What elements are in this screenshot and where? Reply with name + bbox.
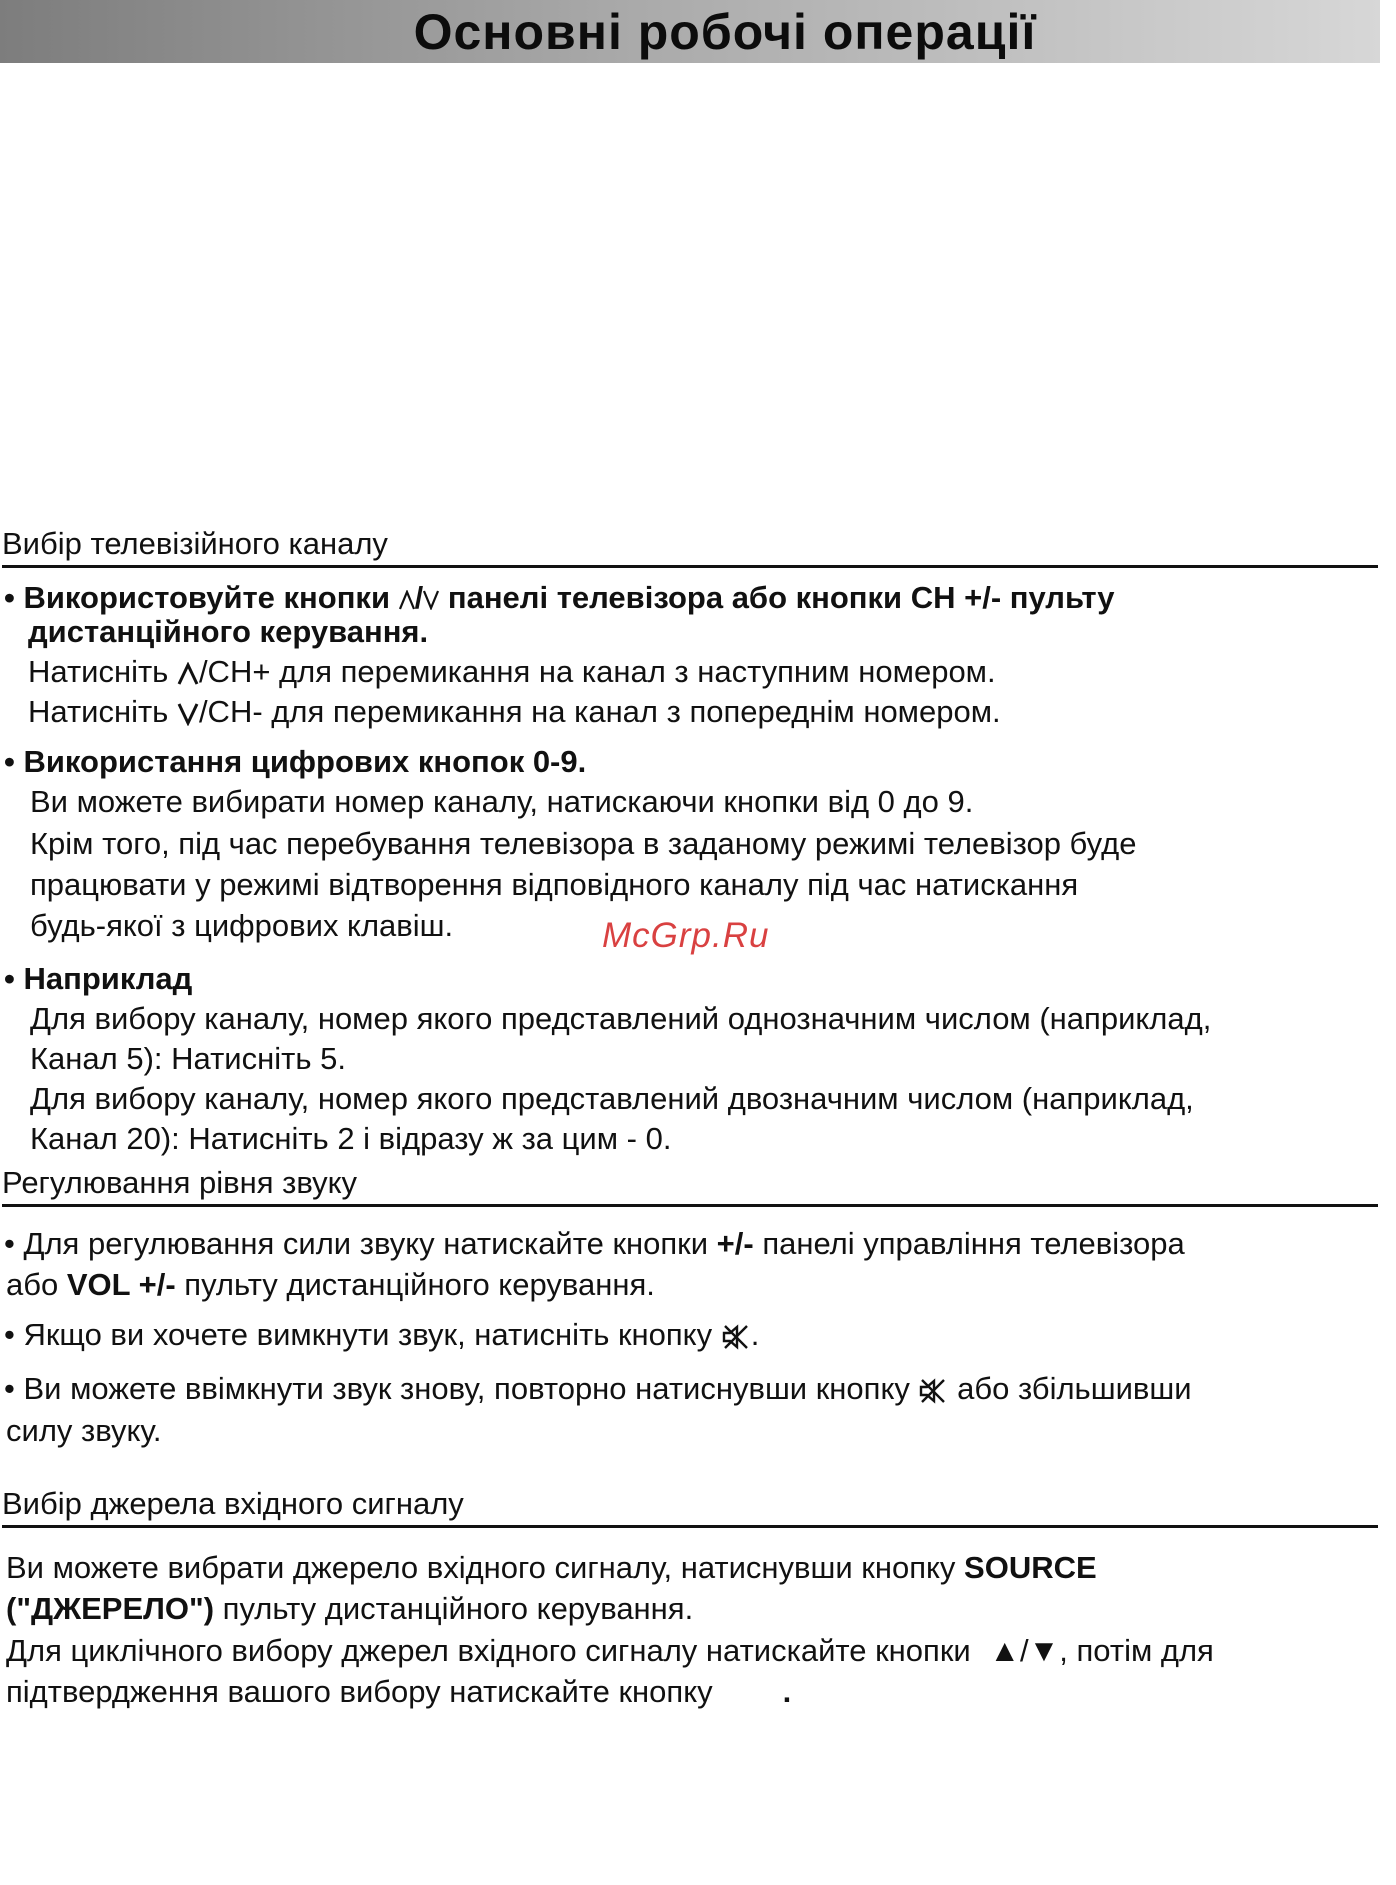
volume-bullet-3: • Ви можете ввімкнути звук знову, повторно натиснувши кнопку або збільшивши xyxy=(4,1371,1192,1406)
source-text-1: Ви можете вибрати джерело вхідного сигналу, натиснувши кнопку SOURCE xyxy=(6,1550,1097,1585)
volume-bullet-3-cont: силу звуку. xyxy=(6,1413,162,1448)
volume-bullet-1: • Для регулювання сили звуку натискайте кнопки +/- панелі управління телевізора xyxy=(4,1226,1185,1261)
watermark: McGrp.Ru xyxy=(602,916,770,955)
volume-bullet-1-cont: або VOL +/- пульту дистанційного керування. xyxy=(6,1267,655,1302)
example-text-4: Канал 20): Натисніть 2 і відразу ж за цим - 0. xyxy=(30,1121,672,1156)
example-text-2: Канал 5): Натисніть 5. xyxy=(30,1041,346,1076)
section-title-volume: Регулювання рівня звуку xyxy=(2,1166,1378,1207)
bullet-example: • Наприклад xyxy=(4,961,193,996)
page-title: Основні робочі операції xyxy=(413,3,1037,60)
section-title-source: Вибір джерела вхідного сигналу xyxy=(2,1487,1378,1528)
source-text-3: Для циклічного вибору джерел вхідного сигналу натискайте кнопки ▲/▼, потім для xyxy=(6,1633,1214,1668)
bullet-digit-buttons: • Використання цифрових кнопок 0-9. xyxy=(4,744,587,779)
digit-text-1: Ви можете вибирати номер каналу, натискаючи кнопки від 0 до 9. xyxy=(30,784,974,819)
press-prev-channel: Натисніть /CH- для перемикання на канал з попереднім номером. xyxy=(28,694,1001,729)
source-text-2: ("ДЖЕРЕЛО") пульту дистанційного керування. xyxy=(6,1591,694,1626)
example-text-3: Для вибору каналу, номер якого представлений двозначним числом (наприклад, xyxy=(30,1081,1194,1116)
chevron-down-icon xyxy=(423,590,439,610)
press-next-channel: Натисніть /CH+ для перемикання на канал з наступним номером. xyxy=(28,654,996,689)
section-title-channel: Вибір телевізійного каналу xyxy=(2,527,1378,568)
chevron-up-icon xyxy=(399,590,415,610)
mute-icon xyxy=(918,1377,948,1405)
example-text-1: Для вибору каналу, номер якого представлений однозначним числом (наприклад, xyxy=(30,1001,1212,1036)
page-header xyxy=(0,0,1380,63)
source-text-4: підтвердження вашого вибору натискайте кнопку . xyxy=(6,1674,792,1709)
digit-text-2: Крім того, під час перебування телевізора в заданому режимі телевізор буде xyxy=(30,826,1137,861)
volume-bullet-2: • Якщо ви хочете вимкнути звук, натисніть кнопку . xyxy=(4,1317,760,1352)
chevron-up-icon xyxy=(177,662,199,686)
bullet-channel-buttons: • Використовуйте кнопки / панелі телевізора або кнопки CH +/- пульту xyxy=(4,580,1115,615)
bullet-channel-buttons-cont: дистанційного керування. xyxy=(28,614,429,649)
mute-icon xyxy=(721,1323,751,1351)
digit-text-3: працювати у режимі відтворення відповідного каналу під час натискання xyxy=(30,867,1079,902)
chevron-down-icon xyxy=(177,702,199,726)
digit-text-4: будь-якої з цифрових клавіш. xyxy=(30,908,454,943)
